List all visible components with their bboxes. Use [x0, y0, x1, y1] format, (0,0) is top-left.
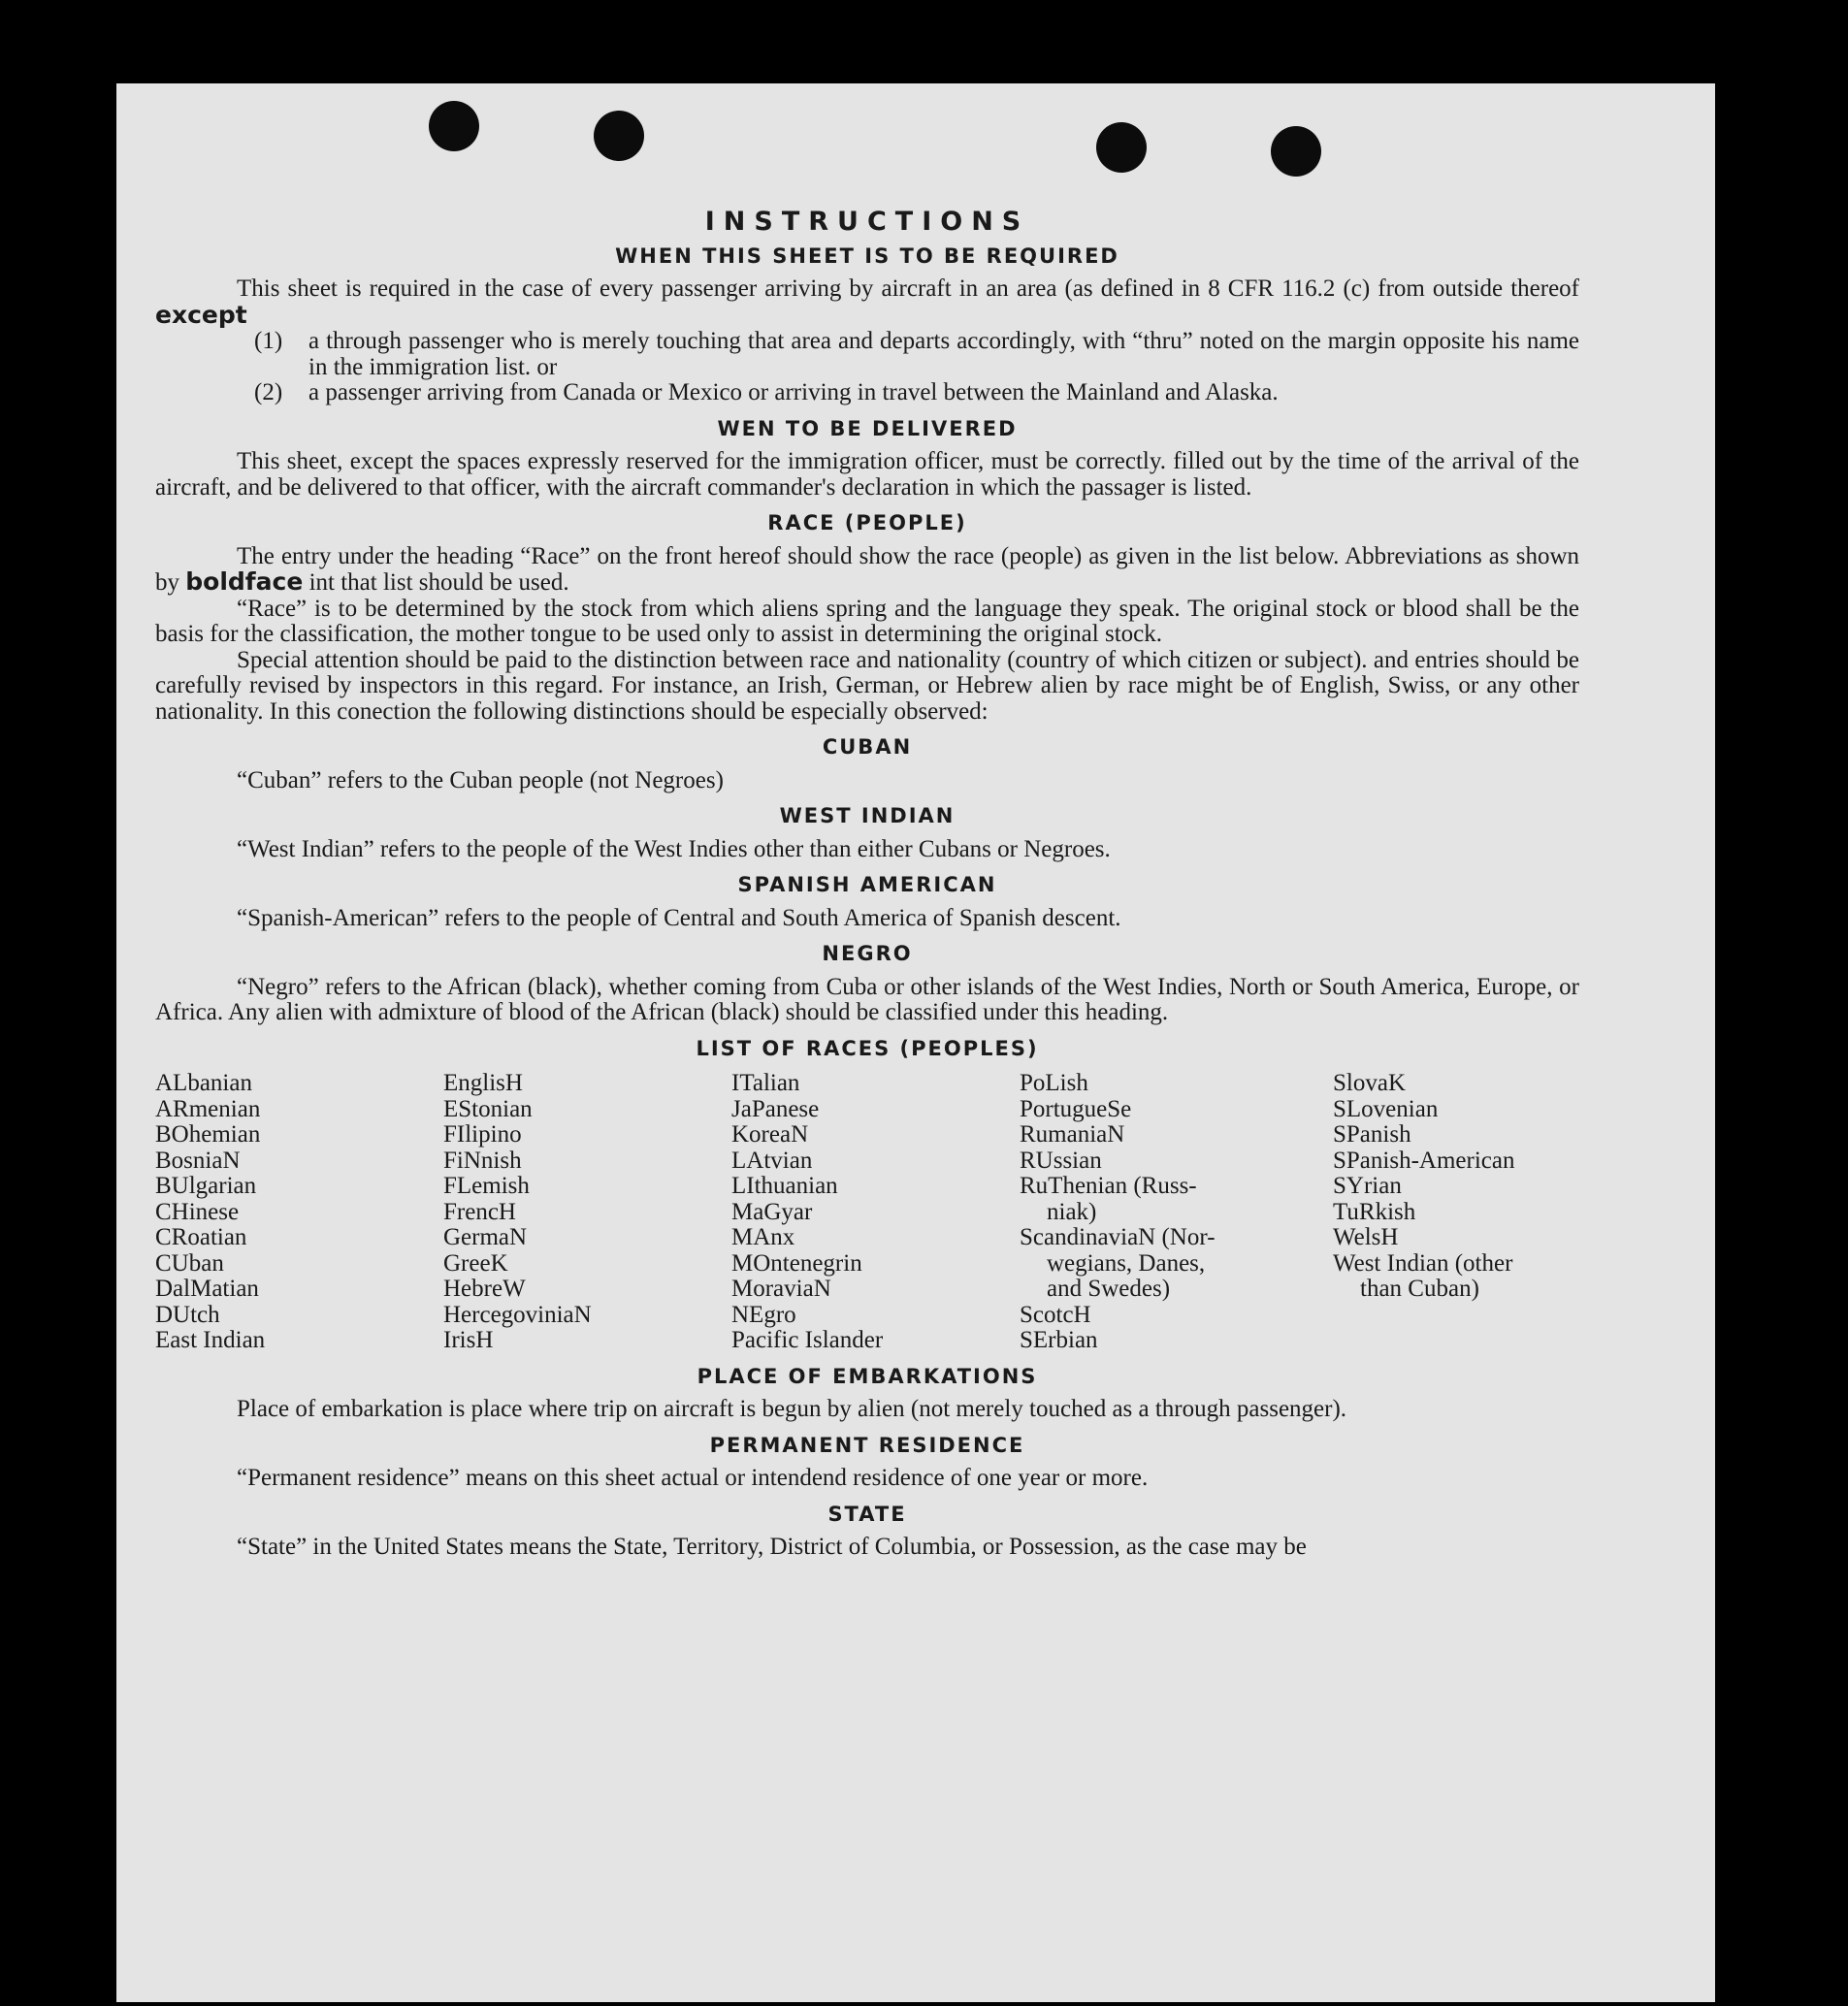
race-entry: LIthuanian: [731, 1173, 838, 1199]
race-entry: SErbian: [1020, 1327, 1098, 1353]
race-entry: than Cuban): [1360, 1276, 1479, 1302]
race-entry: SLovenian: [1333, 1095, 1439, 1122]
races-column-2: [443, 1071, 731, 1354]
race-entry: EnglisH: [443, 1070, 523, 1096]
instructions-content: [155, 207, 1579, 1561]
list-item-text: a passenger arriving from Canada or Mexico or arriving in travel between the Mainland and Alaska.: [308, 379, 1279, 405]
punch-hole: [1096, 122, 1147, 173]
race-entry: FLemish: [443, 1173, 530, 1199]
heading-race: RACE (PEOPLE): [767, 511, 967, 534]
except-list: [155, 329, 1579, 406]
race-entry: MoraviaN: [731, 1276, 831, 1302]
list-item-number: (2): [254, 379, 283, 405]
race-entry: SlovaK: [1333, 1070, 1406, 1096]
race-entry: ITalian: [731, 1070, 800, 1096]
required-intro: [155, 276, 1579, 329]
race-entry: MaGyar: [731, 1198, 813, 1225]
races-list: [155, 1071, 1579, 1354]
residence-paragraph: “Permanent residence” means on this sheet actual or intendend residence of one year or more.: [237, 1465, 1149, 1491]
punch-hole: [429, 101, 479, 151]
race-entry: FrencH: [443, 1198, 516, 1225]
race-p1-text-b: int that list should be used.: [308, 569, 569, 596]
race-entry: NEgro: [731, 1301, 796, 1328]
cuban-paragraph: “Cuban” refers to the Cuban people (not Negroes): [237, 766, 724, 793]
race-entry: niak): [1047, 1198, 1097, 1225]
race-entry: DalMatian: [155, 1276, 259, 1302]
except-word: except: [155, 300, 247, 329]
state-paragraph: “State” in the United States means the State, Territory, District of Columbia, or Possession, as the case may be: [237, 1534, 1307, 1560]
embarkation-paragraph: Place of embarkation is place where trip on aircraft is begun by alien (not merely touched as a through passenger).: [237, 1396, 1347, 1422]
heading-spanish-american: SPANISH AMERICAN: [737, 873, 997, 896]
race-entry: KoreaN: [731, 1121, 809, 1148]
race-entry: ARmenian: [155, 1095, 261, 1122]
race-entry: RuThenian (Russ-: [1020, 1173, 1197, 1199]
list-item: [254, 379, 1579, 406]
heading-state: STATE: [827, 1502, 907, 1526]
race-entry: SPanish: [1333, 1121, 1411, 1148]
punch-hole: [594, 111, 644, 161]
heading-when-required: WHEN THIS SHEET IS TO BE REQUIRED: [615, 243, 1119, 268]
title-instructions: INSTRUCTIONS: [704, 207, 1030, 237]
race-entry: PortugueSe: [1020, 1095, 1132, 1122]
races-column-4: [1020, 1071, 1333, 1354]
west-indian-paragraph: “West Indian” refers to the people of the West Indies other than either Cubans or Negroes.: [237, 835, 1111, 862]
race-entry: FiNnish: [443, 1147, 522, 1174]
negro-paragraph: “Negro” refers to the African (black), whether coming from Cuba or other islands of the West Indies, North or South America, Europe, or Africa. Any alien with admixture of blood of the African (black) should be classified under this heading.: [155, 973, 1579, 1025]
race-paragraph-1: [155, 544, 1579, 597]
heading-cuban: CUBAN: [822, 735, 913, 759]
race-entry: LAtvian: [731, 1147, 813, 1174]
race-entry: MAnx: [731, 1224, 795, 1250]
race-entry: BOhemian: [155, 1121, 261, 1148]
heading-permanent-residence: PERMANENT RESIDENCE: [709, 1433, 1025, 1457]
race-paragraph-2: “Race” is to be determined by the stock from which aliens spring and the language they speak. The original stock or blood shall be the basis for the classification, the mother tongue to be used only to assist in determining the original stock.: [155, 595, 1579, 647]
document-sheet: [116, 83, 1715, 2002]
races-column-3: [731, 1071, 1020, 1354]
heading-west-indian: WEST INDIAN: [779, 804, 956, 827]
race-entry: wegians, Danes,: [1047, 1249, 1206, 1277]
race-entry: ALbanian: [155, 1070, 252, 1096]
list-item-number: (1): [254, 328, 283, 354]
race-entry: JaPanese: [731, 1095, 820, 1122]
race-entry: HebreW: [443, 1276, 526, 1302]
boldface-word: boldface: [185, 567, 304, 596]
race-entry: HercegoviniaN: [443, 1301, 592, 1328]
race-entry: BosniaN: [155, 1147, 241, 1174]
list-item-text: a through passenger who is merely touching that area and departs accordingly, with “thru” noted on the margin opposite his name in the immigration list. or: [308, 328, 1579, 380]
races-column-1: [155, 1071, 443, 1354]
races-column-5: [1333, 1071, 1579, 1354]
heading-place-of-embarkation: PLACE OF EMBARKATIONS: [697, 1364, 1038, 1388]
race-entry: MOntenegrin: [731, 1249, 862, 1277]
race-entry: Pacific Islander: [731, 1327, 884, 1353]
spanish-american-paragraph: “Spanish-American” refers to the people of Central and South America of Spanish descent.: [237, 904, 1121, 931]
race-entry: DUtch: [155, 1301, 220, 1328]
heading-list-of-races: LIST OF RACES (PEOPLES): [696, 1036, 1039, 1060]
heading-when-delivered: WEN TO BE DELIVERED: [717, 416, 1018, 440]
race-entry: WelsH: [1333, 1224, 1399, 1250]
race-entry: EStonian: [443, 1095, 533, 1122]
race-entry: IrisH: [443, 1327, 494, 1353]
race-entry: CRoatian: [155, 1224, 247, 1250]
race-entry: CUban: [155, 1249, 224, 1277]
race-entry: CHinese: [155, 1198, 240, 1225]
race-entry: SYrian: [1333, 1173, 1402, 1199]
race-entry: ScotcH: [1020, 1301, 1091, 1328]
race-entry: PoLish: [1020, 1070, 1088, 1096]
race-entry: GreeK: [443, 1249, 508, 1277]
race-entry: FIlipino: [443, 1121, 522, 1148]
race-entry: West Indian (other: [1333, 1249, 1513, 1277]
race-entry: and Swedes): [1047, 1276, 1171, 1302]
race-entry: GermaN: [443, 1224, 528, 1250]
race-entry: East Indian: [155, 1327, 266, 1353]
race-entry: RUssian: [1020, 1147, 1102, 1174]
required-intro-text: This sheet is required in the case of every passenger arriving by aircraft in an area (as defined in 8 CFR 116.2 (c) from outside thereof: [237, 275, 1579, 302]
race-entry: SPanish-American: [1333, 1147, 1515, 1174]
list-item: [254, 328, 1579, 380]
punch-hole: [1271, 126, 1321, 177]
race-entry: RumaniaN: [1020, 1121, 1125, 1148]
race-p1-text-a: The entry under the heading “Race” on the front hereof should show the race (people) as given in the list below. Abbreviations as shown by: [155, 542, 1579, 596]
heading-negro: NEGRO: [822, 942, 913, 965]
race-entry: ScandinaviaN (Nor-: [1020, 1224, 1216, 1250]
race-entry: TuRkish: [1333, 1198, 1416, 1225]
race-paragraph-3: Special attention should be paid to the distinction between race and nationality (country of which citizen or subject). and entries should be carefully revised by inspectors in this regard. For instance, an Irish, German, or Hebrew alien by race might be of English, Swiss, or any other nationality. In this conection the following distinctions should be especially observed:: [155, 646, 1579, 725]
race-entry: BUlgarian: [155, 1173, 257, 1199]
delivered-paragraph: This sheet, except the spaces expressly reserved for the immigration officer, must be correctly. filled out by the time of the arrival of the aircraft, and be delivered to that officer, with the aircraft commander's declaration in which the passager is listed.: [155, 448, 1579, 501]
